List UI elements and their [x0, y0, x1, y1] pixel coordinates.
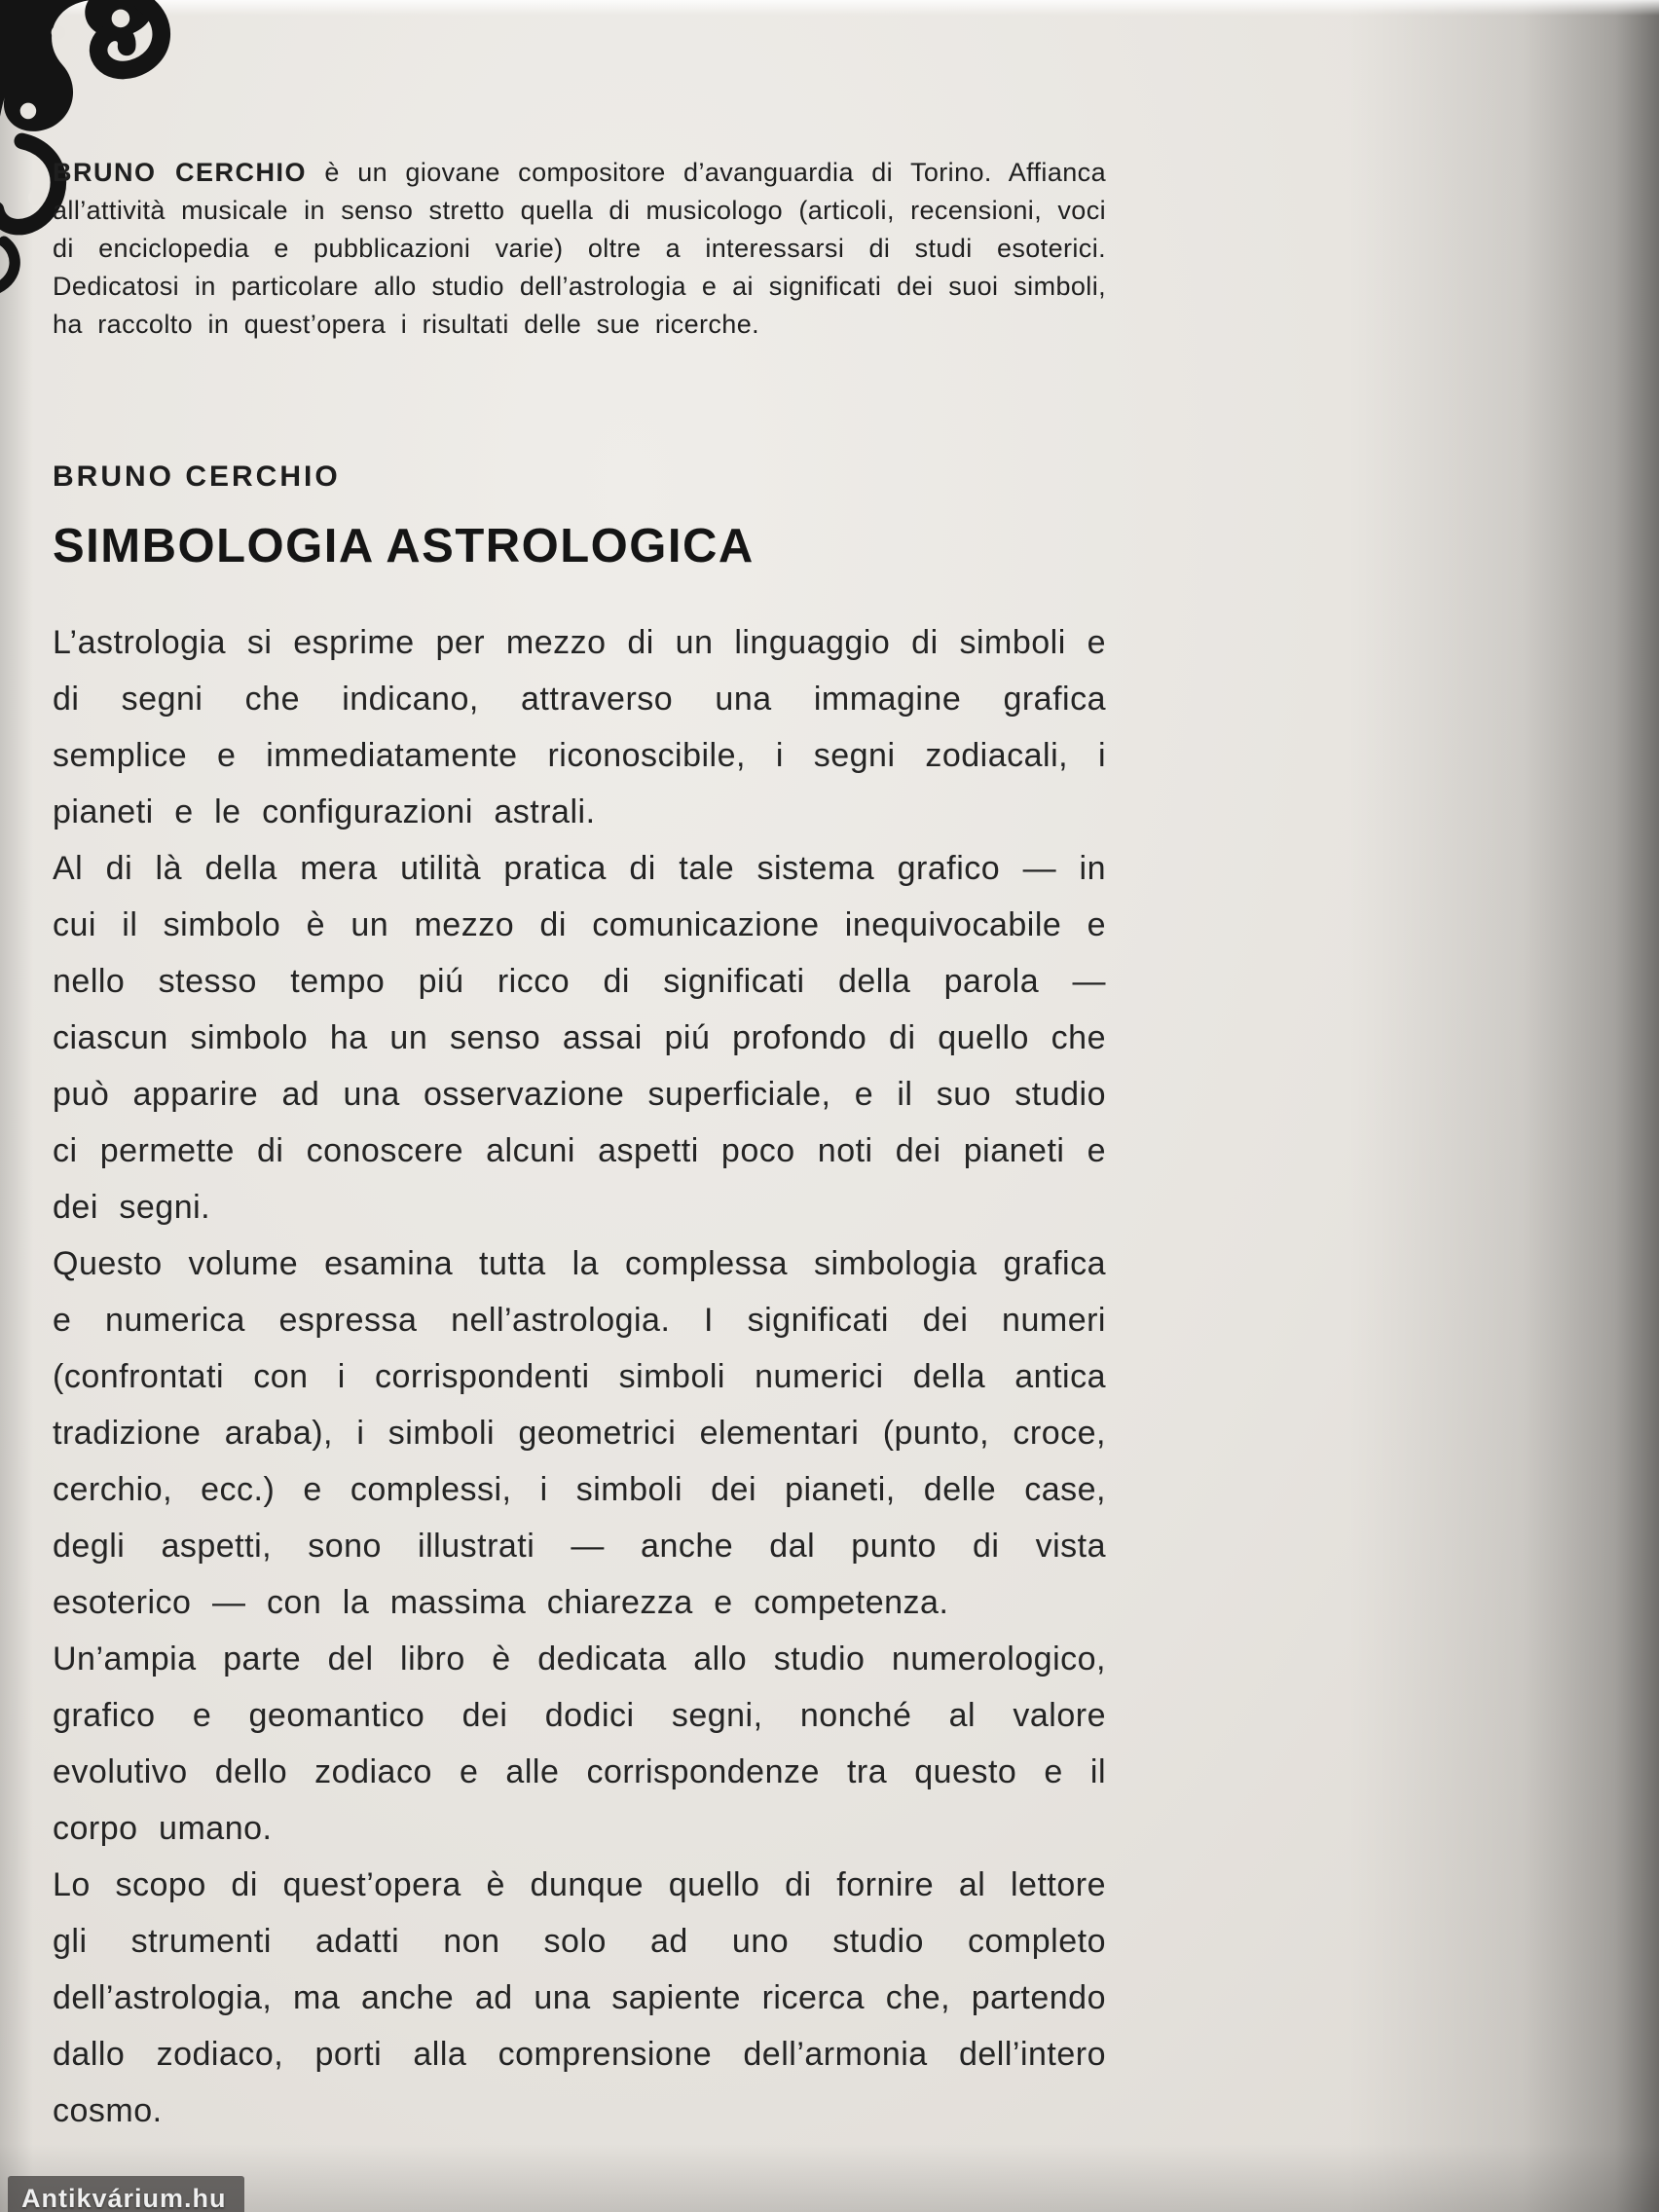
- watermark: Antikvárium.hu: [8, 2176, 244, 2212]
- body-paragraph-4: Un’ampia parte del libro è dedicata allo studio numerologico, grafico e geomantico dei dodici segni, nonché al valore evolutivo dello zodiaco e alle corrispondenze tra questo e il corpo umano.: [53, 1641, 1106, 1847]
- synopsis: [53, 614, 1106, 2139]
- author-bio-text: è un giovane compositore d’avanguardia di Torino. Affianca all’attività musicale in senso stretto quella di musicologo (articoli, recensioni, voci di enciclopedia e pubblicazioni varie) oltre a interessarsi di studi esoterici. Dedicatosi in particolare allo studio dell’astrologia e ai significati dei suoi simboli, ha raccolto in quest’opera i risultati delle sue ricerche.: [53, 158, 1106, 339]
- book-title: SIMBOLOGIA ASTROLOGICA: [53, 520, 755, 572]
- body-paragraph-5: Lo scopo di quest’opera è dunque quello di fornire al lettore gli strumenti adatti non solo ad uno studio completo dell’astrologia, ma anche ad una sapiente ricerca che, partendo dallo zodiaco, porti alla comprensione dell’armonia dell’intero cosmo.: [53, 1866, 1106, 2129]
- body-paragraph-1: L’astrologia si esprime per mezzo di un linguaggio di simboli e di segni che indicano, attraverso una immagine grafica semplice e immediatamente riconoscibile, i segni zodiacali, i pianeti e le configurazioni astrali.: [53, 624, 1106, 830]
- author-name: BRUNO CERCHIO: [53, 461, 341, 493]
- author-bio-name: BRUNO CERCHIO: [53, 158, 307, 187]
- page-content: [53, 154, 1106, 2139]
- body-paragraph-2: Al di là della mera utilità pratica di tale sistema grafico — in cui il simbolo è un mezzo di comunicazione inequivocabile e nello stesso tempo piú ricco di significati della parola — ciascun simbolo ha un senso assai piú profondo di quello che può apparire ad una osservazione superficiale, e il suo studio ci permette di conoscere alcuni aspetti poco noti dei pianeti e dei segni.: [53, 850, 1106, 1226]
- author-bio-paragraph: [53, 154, 1106, 344]
- body-paragraph-3: Questo volume esamina tutta la complessa simbologia grafica e numerica espressa nell’astrologia. I significati dei numeri (confrontati con i corrispondenti simboli numerici della antica tradizione araba), i simboli geometrici elementari (punto, croce, cerchio, ecc.) e complessi, i simboli dei pianeti, delle case, degli aspetti, sono illustrati — anche dal punto di vista esoterico — con la massima chiarezza e competenza.: [53, 1245, 1106, 1621]
